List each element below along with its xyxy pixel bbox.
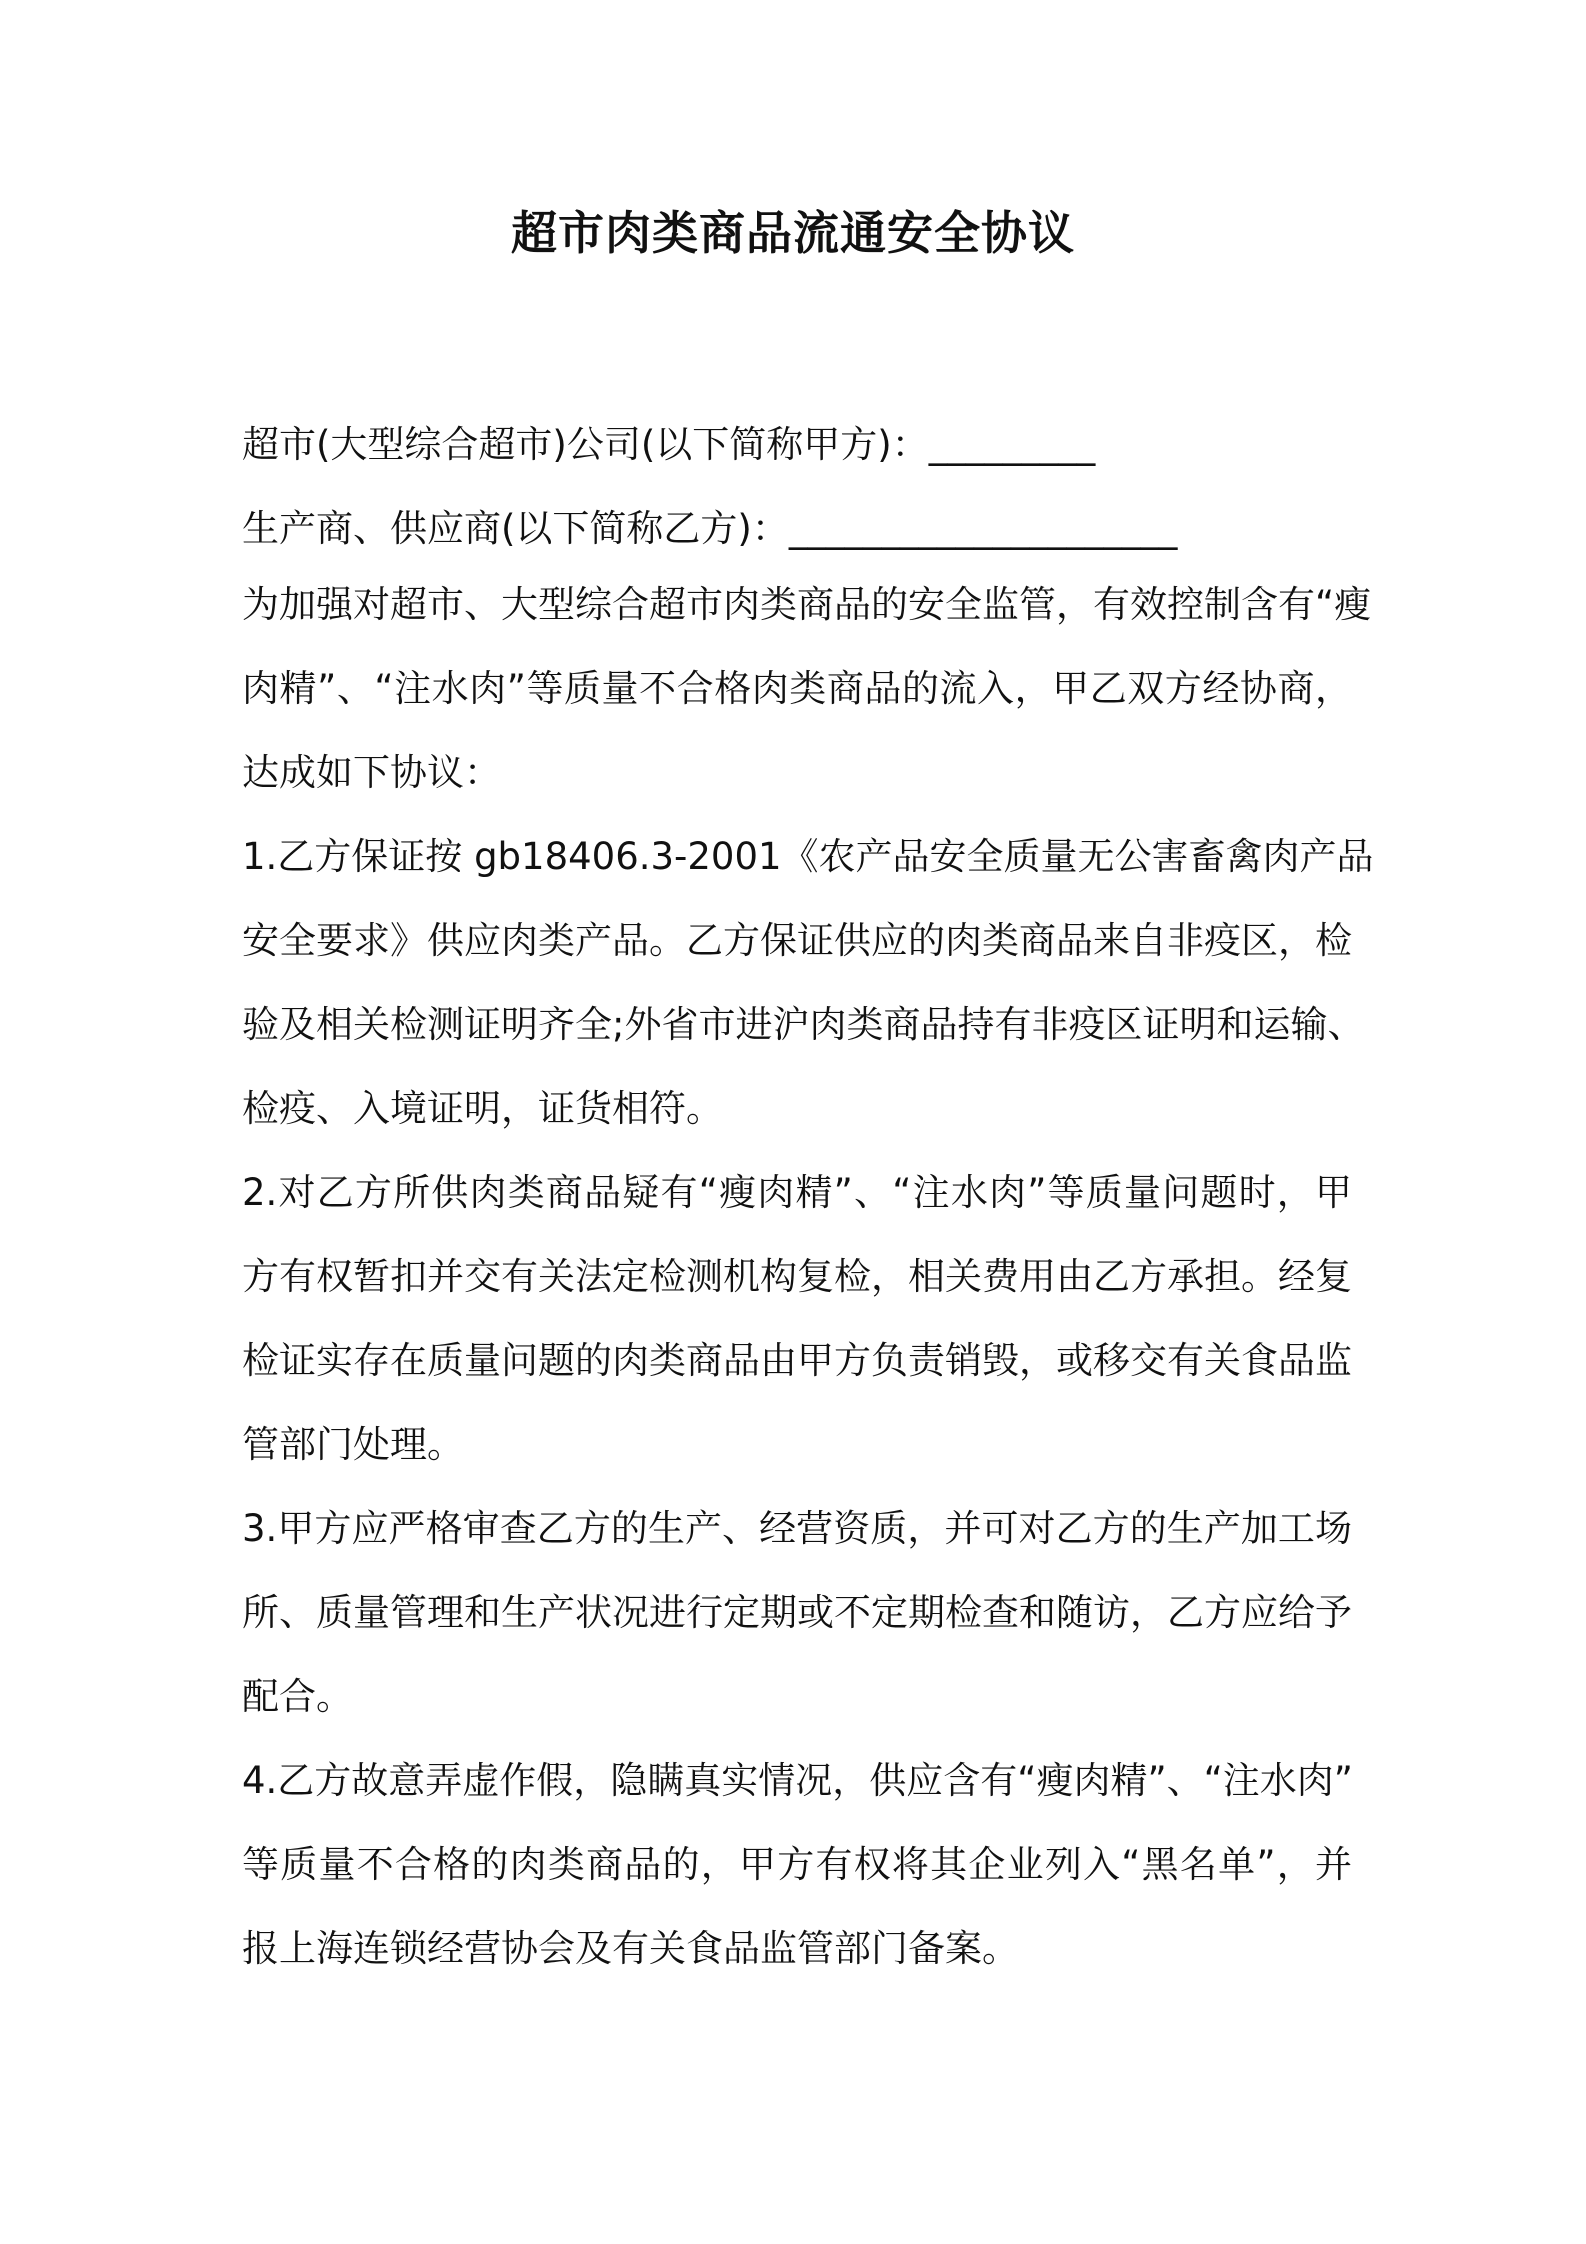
party-b-line: 生产商、供应商(以下简称乙方)：_____________________	[242, 507, 1178, 550]
clause-line: 检疫、入境证明，证货相符。	[242, 1087, 723, 1130]
clause-line: 安全要求》供应肉类产品。乙方保证供应的肉类商品来自非疫区，检	[242, 919, 1352, 962]
clause-line: 配合。	[242, 1675, 353, 1718]
clause-line: 所、质量管理和生产状况进行定期或不定期检查和随访，乙方应给予	[242, 1591, 1352, 1634]
clause-line: 检证实存在质量问题的肉类商品由甲方负责销毁，或移交有关食品监	[242, 1339, 1352, 1382]
clause-line: 1.乙方保证按 gb18406.3-2001《农产品安全质量无公害畜禽肉产品	[242, 835, 1374, 878]
clause-line: 4.乙方故意弄虚作假，隐瞒真实情况，供应含有“瘦肉精”、“注水肉”	[242, 1759, 1353, 1802]
intro-line: 肉精”、“注水肉”等质量不合格肉类商品的流入，甲乙双方经协商，	[242, 667, 1352, 710]
intro-line: 达成如下协议：	[242, 751, 501, 794]
clause-line: 3.甲方应严格审查乙方的生产、经营资质，并可对乙方的生产加工场	[242, 1507, 1352, 1550]
party-a-line: 超市(大型综合超市)公司(以下简称甲方)：_________	[242, 423, 1096, 466]
clause-line: 报上海连锁经营协会及有关食品监管部门备案。	[242, 1927, 1019, 1970]
clause-line: 方有权暂扣并交有关法定检测机构复检，相关费用由乙方承担。经复	[242, 1255, 1352, 1298]
clause-line: 等质量不合格的肉类商品的，甲方有权将其企业列入“黑名单”，并	[242, 1843, 1352, 1886]
intro-line: 为加强对超市、大型综合超市肉类商品的安全监管，有效控制含有“瘦	[242, 583, 1372, 626]
clause-line: 管部门处理。	[242, 1423, 464, 1466]
document-title: 超市肉类商品流通安全协议	[511, 206, 1075, 260]
clause-line: 2.对乙方所供肉类商品疑有“瘦肉精”、“注水肉”等质量问题时，甲	[242, 1171, 1352, 1214]
clause-line: 验及相关检测证明齐全;外省市进沪肉类商品持有非疫区证明和运输、	[242, 1003, 1365, 1046]
